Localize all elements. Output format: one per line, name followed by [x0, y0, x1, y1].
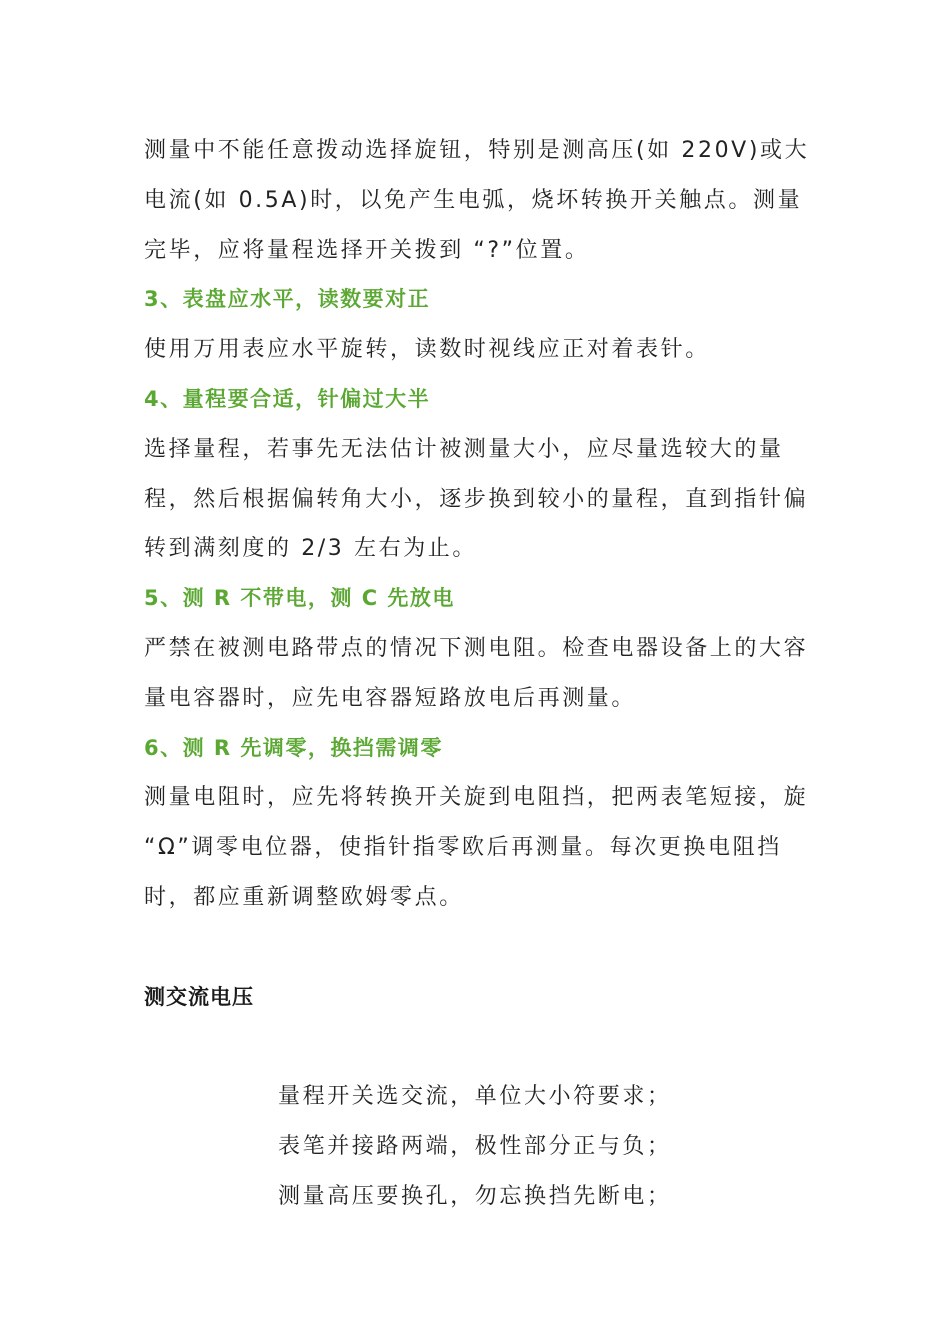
paragraph-resistance-capacitor: 严禁在被测电路带点的情况下测电阻。检查电器设备上的大容量电容器时，应先电容器短路放电后再测量。 [144, 635, 809, 711]
paragraph-range-switch: 测量中不能任意拨动选择旋钮，特别是测高压(如 220V)或大电流(如 0.5A)时，以免产生电弧，烧坏转换开关触点。测量完毕，应将量程选择开关拨到 “?”位置。 [144, 138, 810, 263]
main-content [144, 126, 812, 923]
heading-zero-adjust: 6、测 R 先调零，换挡需调零 [144, 735, 443, 760]
verse-line: 表笔并接路两端，极性部分正与负； [278, 1133, 672, 1159]
paragraph-range-suitable: 选择量程，若事先无法估计被测量大小，应尽量选较大的量程，然后根据偏转角大小，逐步换到较小的量程，直到指针偏转到满刻度的 2/3 左右为止。 [144, 436, 809, 562]
heading-dial-level: 3、表盘应水平，读数要对正 [144, 287, 431, 312]
paragraph-zero-adjust: 测量电阻时，应先将转换开关旋到电阻挡，把两表笔短接，旋 “Ω”调零电位器，使指针指零欧后再测量。每次更换电阻挡时，都应重新调整欧姆零点。 [144, 785, 809, 910]
heading-range-suitable: 4、量程要合适，针偏过大半 [144, 386, 431, 411]
paragraph-dial-level: 使用万用表应水平旋转，读数时视线应正对着表针。 [144, 337, 710, 363]
verse-line: 测量高压要换孔，勿忘换挡先断电； [278, 1183, 672, 1209]
section-title-ac-voltage: 测交流电压 [144, 985, 254, 1009]
heading-resistance-capacitor: 5、测 R 不带电，测 C 先放电 [144, 586, 455, 611]
verse-line: 量程开关选交流，单位大小符要求； [278, 1084, 672, 1109]
verse-block [278, 1072, 838, 1221]
